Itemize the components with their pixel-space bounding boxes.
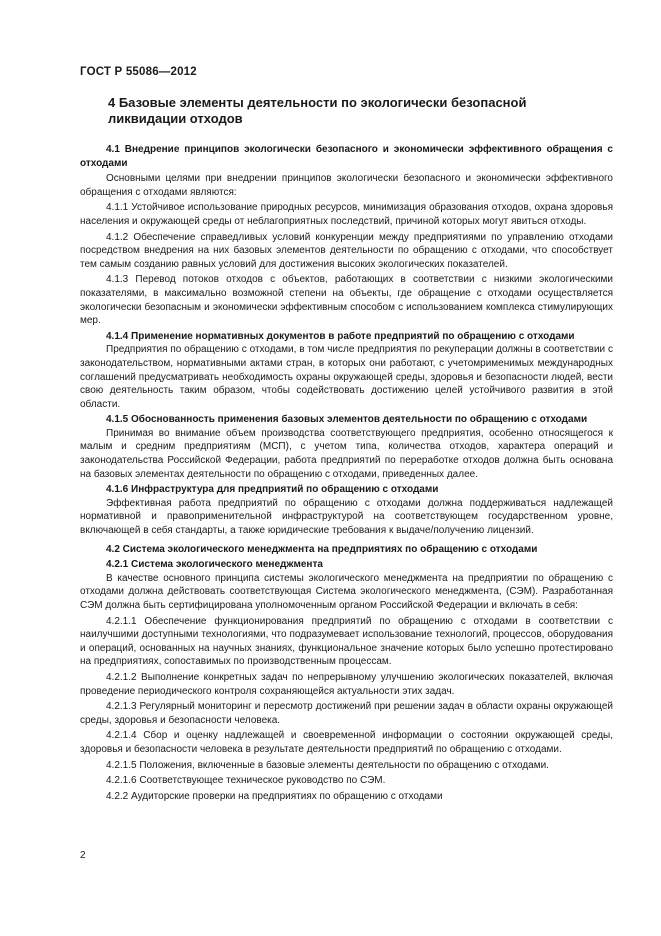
paragraph: 4.2.1.3 Регулярный мониторинг и пересмотр достижений при решении задач в области охраны окружающей среды, здоровья и безопасности человека. [80, 701, 613, 726]
chapter-title: 4 Базовые элементы деятельности по экологически безопасной ликвидации отходов [108, 95, 527, 126]
paragraph: 4.2.1.1 Обеспечение функционирования предприятий по обращению с отходами в соответствии с наилучшими доступными технологиями, что подразумевает использование технологий, процессов, оборудования и операций, основанных на научных знаниях, функциональное значение которых было успешно протестировано на предприятиях, сопоставимых по производственным процессам. [80, 615, 613, 668]
paragraph: 4.1.2 Обеспечение справедливых условий конкуренции между предприятиями по управлению отходами посредством внедрения на них базовых элементов деятельности по обращению с отходами, что способствует тем самым созданию равных условий для достижения высоких экологических показателей. [80, 231, 613, 270]
paragraph: Эффективная работа предприятий по обращению с отходами должна поддерживаться надлежащей нормативной и правоприменительной инфраструктурой на соответствующем государственном уровне, включающей в себя стандарты, а также юридические требования к выдаче/получению лицензий. [80, 497, 613, 537]
section-heading: 4.1 Внедрение принципов экологически безопасного и экономически эффективного обращения с отходами [80, 144, 613, 169]
subsection-heading: 4.2.1 Система экологического менеджмента [106, 559, 323, 571]
page-number: 2 [80, 850, 86, 861]
paragraph: В качестве основного принципа системы экологического менеджмента на предприятии по обращению с отходами должна действовать соответствующая Система экологического менеджмента, (СЭМ). Разработанная СЭМ должна быть сертифицирована уполномоченным органом Российской Федерации и включать в себя: [80, 572, 613, 611]
paragraph: 4.2.2 Аудиторские проверки на предприятиях по обращению с отходами [106, 790, 443, 802]
section-heading: 4.2 Система экологического менеджмента на предприятиях по обращению с отходами [106, 543, 538, 555]
subsection-heading: 4.1.4 Применение нормативных документов в работе предприятий по обращению с отходами [106, 330, 575, 342]
paragraph: 4.1.3 Перевод потоков отходов с объектов, работающих в соответствии с низкими экологическими показателями, в максимально возможной степени на объекты, где обращение с отходами осуществляется экологически безопасным и экономически эффективным способом с использованием комплекса стимулирующих мер. [80, 274, 613, 327]
paragraph: Предприятия по обращению с отходами, в том числе предприятия по рекуперации должны в соответствии с законодательством, нормативными актами стран, в которых они работают, с учетомрименимых международных соглашений предусматривать необходимость охраны окружающей среды, здоровья и безопасности людей, вести свою деятельность таким образом, чтобы содействовать достижению целей устойчивого развития в этой области. [80, 344, 613, 410]
body-text [80, 143, 613, 803]
paragraph: 4.2.1.4 Сбор и оценку надлежащей и своевременной информации о состоянии окружающей среды, здоровья и безопасности человека в результате деятельности предприятий по обращению с отходами. [80, 730, 613, 755]
paragraph: Основными целями при внедрении принципов экологически безопасного и экономически эффективного обращения с отходами являются: [80, 173, 613, 198]
document-code: ГОСТ Р 55086—2012 [80, 66, 197, 78]
paragraph: 4.1.1 Устойчивое использование природных ресурсов, минимизация образования отходов, охрана здоровья населения и окружающей среды от неблагоприятных последствий, причиной которых могут явиться отходы. [80, 202, 613, 227]
paragraph: 4.2.1.6 Соответствующее техническое руководство по СЭМ. [106, 775, 386, 787]
paragraph: 4.2.1.5 Положения, включенные в базовые элементы деятельности по обращению с отходами. [106, 759, 549, 771]
subsection-heading: 4.1.6 Инфраструктура для предприятий по обращению с отходами [106, 484, 439, 496]
paragraph: 4.2.1.2 Выполнение конкретных задач по непрерывному улучшению экологических показателей, включая проведение периодического контроля сохраняющейся актуальности этих задач. [80, 671, 613, 697]
paragraph: Принимая во внимание объем производства соответствующего предприятия, особенно относящегося к малым и средним предприятиям (МСП), с учетом типа, количества отходов, характера операций и законодательства Российской Федерации, работа предприятий по переработке отходов должна быть основана на базовых элементах деятельности по обращению с отходами, приведенных далее. [80, 427, 613, 480]
subsection-heading: 4.1.5 Обоснованность применения базовых элементов деятельности по обращению с отходами [106, 414, 588, 426]
